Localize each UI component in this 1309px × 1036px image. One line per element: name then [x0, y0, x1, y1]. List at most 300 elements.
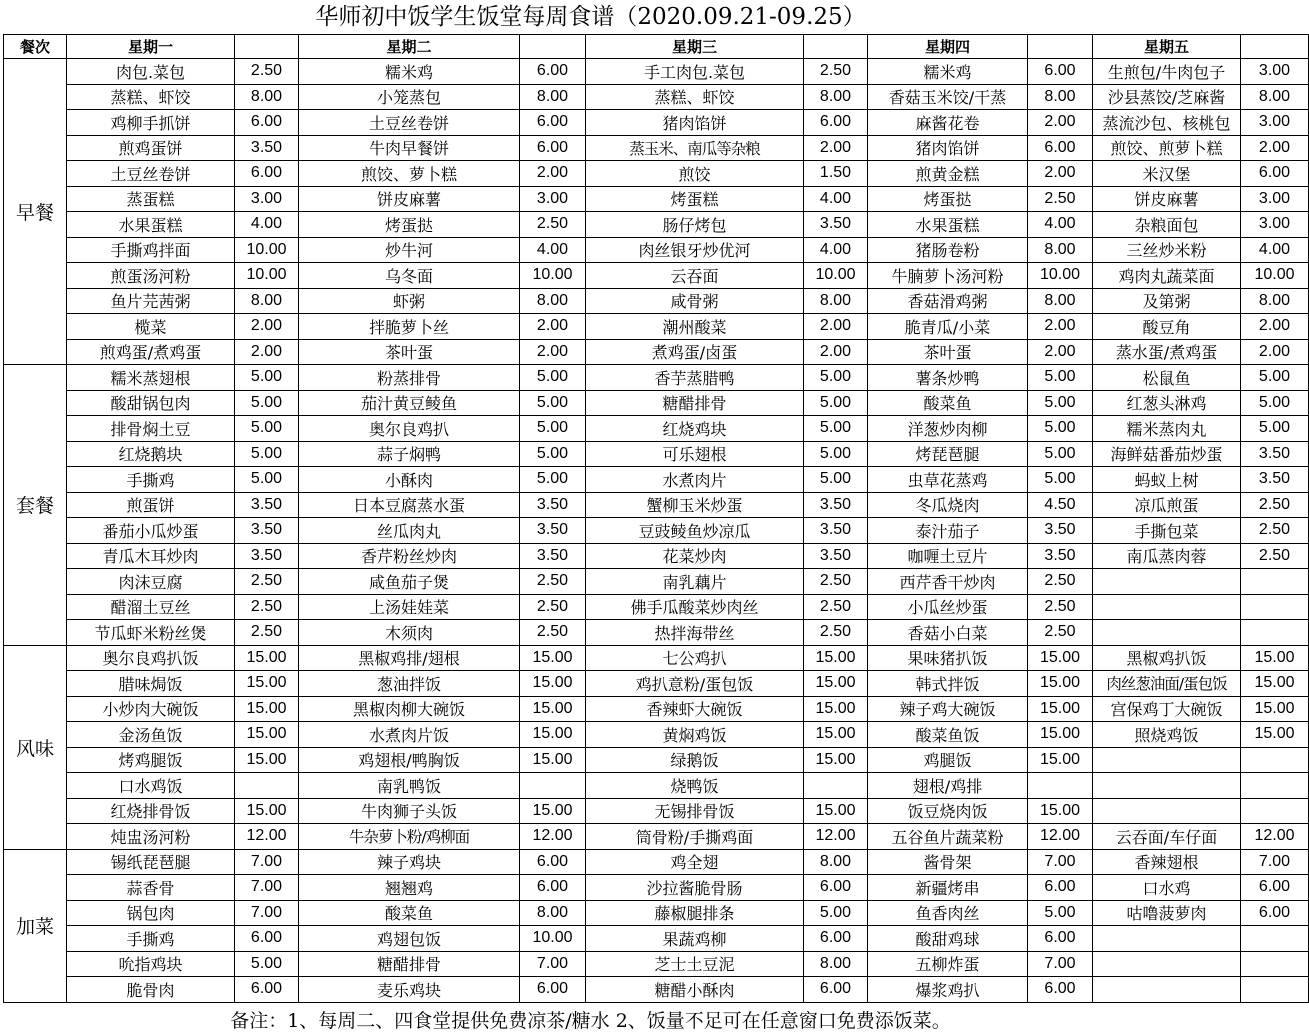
- dish-price: 15.00: [804, 696, 868, 722]
- dish-name: 香菇小白菜: [868, 620, 1028, 646]
- dish-name: 肉丝葱油面/蛋包饭: [1093, 671, 1241, 697]
- dish-price: 4.50: [1028, 492, 1093, 518]
- dish-name: 小酥肉: [299, 467, 520, 493]
- dish-name: 果蔬鸡柳: [586, 926, 804, 952]
- dish-name: 辣子鸡大碗饭: [868, 696, 1028, 722]
- dish-name: 佛手瓜酸菜炒肉丝: [586, 594, 804, 620]
- dish-price: 6.00: [520, 849, 586, 875]
- dish-price: 15.00: [804, 798, 868, 824]
- dish-name: 鱼香肉丝: [868, 900, 1028, 926]
- dish-name: 松鼠鱼: [1093, 365, 1241, 391]
- dish-name: 肉沫豆腐: [67, 569, 235, 595]
- dish-name: 五柳炸蛋: [868, 951, 1028, 977]
- dish-price: 15.00: [1028, 671, 1093, 697]
- dish-price: 15.00: [235, 696, 299, 722]
- dish-price: 2.00: [520, 314, 586, 340]
- dish-name: 香菇玉米饺/干蒸: [868, 84, 1028, 110]
- dish-price: 5.00: [235, 365, 299, 391]
- table-row: [4, 543, 1309, 569]
- dish-name: 煎饺、煎萝卜糕: [1093, 135, 1241, 161]
- dish-name: 吮指鸡块: [67, 951, 235, 977]
- table-row: [4, 518, 1309, 544]
- dish-name: [1093, 620, 1241, 646]
- dish-price: 10.00: [520, 926, 586, 952]
- dish-price: 5.00: [804, 365, 868, 391]
- dish-price: 10.00: [520, 263, 586, 289]
- table-row: [4, 977, 1309, 1003]
- dish-name: 丝瓜肉丸: [299, 518, 520, 544]
- dish-name: 锡纸琵琶腿: [67, 849, 235, 875]
- header-day-4: 星期四: [868, 35, 1028, 59]
- dish-price: 15.00: [520, 722, 586, 748]
- dish-price: 5.00: [520, 365, 586, 391]
- dish-price: 6.00: [1028, 135, 1093, 161]
- dish-price: 10.00: [235, 237, 299, 263]
- table-row: [4, 773, 1309, 799]
- dish-price: 2.50: [520, 212, 586, 238]
- dish-price: 6.00: [804, 926, 868, 952]
- dish-name: [1093, 951, 1241, 977]
- table-row: [4, 824, 1309, 850]
- dish-name: 豆豉鲮鱼炒凉瓜: [586, 518, 804, 544]
- dish-price: 2.00: [1028, 339, 1093, 365]
- dish-price: 6.00: [1241, 161, 1309, 187]
- dish-name: 煮鸡蛋/卤蛋: [586, 339, 804, 365]
- dish-name: 红烧鸡块: [586, 416, 804, 442]
- dish-name: 煎饺: [586, 161, 804, 187]
- dish-name: 糖醋排骨: [299, 951, 520, 977]
- dish-price: 15.00: [520, 798, 586, 824]
- dish-name: [1093, 594, 1241, 620]
- meal-label: 风味: [4, 645, 67, 849]
- dish-price: 8.00: [1241, 84, 1309, 110]
- meal-label: 加菜: [4, 849, 67, 1002]
- dish-price: 7.00: [520, 951, 586, 977]
- dish-name: 煎饺、萝卜糕: [299, 161, 520, 187]
- dish-price: 3.00: [1241, 186, 1309, 212]
- dish-name: 烧鸭饭: [586, 773, 804, 799]
- dish-price: 8.00: [804, 951, 868, 977]
- dish-name: 酸豆角: [1093, 314, 1241, 340]
- dish-price: 6.00: [235, 977, 299, 1003]
- dish-price: 8.00: [235, 288, 299, 314]
- dish-name: 酸菜鱼: [868, 390, 1028, 416]
- dish-price: 5.00: [804, 900, 868, 926]
- dish-price: 7.00: [235, 875, 299, 901]
- dish-price: 2.00: [1028, 110, 1093, 136]
- header-price-3: [804, 35, 868, 59]
- dish-name: 蒸玉米、南瓜等杂粮: [586, 135, 804, 161]
- table-row: [4, 594, 1309, 620]
- dish-price: 15.00: [235, 798, 299, 824]
- dish-price: 5.00: [235, 951, 299, 977]
- dish-name: 泰汁茄子: [868, 518, 1028, 544]
- header-meal: 餐次: [4, 35, 67, 59]
- dish-price: 2.00: [1028, 161, 1093, 187]
- table-row: [4, 135, 1309, 161]
- dish-name: 饼皮麻薯: [299, 186, 520, 212]
- dish-price: 8.00: [520, 900, 586, 926]
- dish-name: 奥尔良鸡扒饭: [67, 645, 235, 671]
- dish-price: [1241, 977, 1309, 1003]
- menu-table: [3, 34, 1309, 1003]
- dish-price: 6.00: [520, 135, 586, 161]
- dish-name: 鸡翅根/鸭胸饭: [299, 747, 520, 773]
- dish-price: 10.00: [804, 263, 868, 289]
- dish-price: 15.00: [235, 671, 299, 697]
- dish-name: 土豆丝卷饼: [67, 161, 235, 187]
- dish-price: 8.00: [1028, 237, 1093, 263]
- dish-price: 2.00: [1028, 314, 1093, 340]
- dish-name: 韩式拌饭: [868, 671, 1028, 697]
- dish-price: 15.00: [520, 696, 586, 722]
- dish-price: 2.50: [235, 594, 299, 620]
- dish-name: 糯米蒸翅根: [67, 365, 235, 391]
- meal-label: 套餐: [4, 365, 67, 646]
- dish-name: 洋葱炒肉柳: [868, 416, 1028, 442]
- dish-name: 爆浆鸡扒: [868, 977, 1028, 1003]
- dish-price: 12.00: [1241, 824, 1309, 850]
- dish-name: 金汤鱼饭: [67, 722, 235, 748]
- dish-name: 虫草花蒸鸡: [868, 467, 1028, 493]
- header-price-4: [1028, 35, 1093, 59]
- dish-price: 5.00: [235, 390, 299, 416]
- dish-price: [1028, 773, 1093, 799]
- dish-name: 红烧排骨饭: [67, 798, 235, 824]
- dish-name: 蒸流沙包、核桃包: [1093, 110, 1241, 136]
- page-title: 华师初中饭学生饭堂每周食谱（2020.09.21-09.25）: [315, 4, 866, 30]
- dish-name: 番茄小瓜炒蛋: [67, 518, 235, 544]
- table-row: [4, 237, 1309, 263]
- dish-price: 3.00: [1241, 59, 1309, 85]
- dish-price: 2.50: [1028, 594, 1093, 620]
- dish-name: 酸菜鱼饭: [868, 722, 1028, 748]
- dish-name: 及第粥: [1093, 288, 1241, 314]
- dish-name: 茶叶蛋: [868, 339, 1028, 365]
- dish-name: 肉丝银牙炒优河: [586, 237, 804, 263]
- dish-price: 3.50: [235, 135, 299, 161]
- table-row: [4, 798, 1309, 824]
- dish-price: 15.00: [520, 747, 586, 773]
- dish-price: 12.00: [235, 824, 299, 850]
- dish-price: 6.00: [804, 110, 868, 136]
- dish-name: 牛腩萝卜汤河粉: [868, 263, 1028, 289]
- dish-price: [804, 773, 868, 799]
- dish-price: 4.00: [1028, 212, 1093, 238]
- dish-price: 12.00: [804, 824, 868, 850]
- dish-price: 7.00: [235, 849, 299, 875]
- dish-name: 香芹粉丝炒肉: [299, 543, 520, 569]
- dish-name: 脆骨肉: [67, 977, 235, 1003]
- dish-name: 奥尔良鸡扒: [299, 416, 520, 442]
- dish-price: 5.00: [520, 390, 586, 416]
- dish-price: 8.00: [804, 288, 868, 314]
- dish-name: 蒜香骨: [67, 875, 235, 901]
- dish-name: 筒骨粉/手撕鸡面: [586, 824, 804, 850]
- dish-name: 小瓜丝炒蛋: [868, 594, 1028, 620]
- dish-price: 5.00: [1028, 900, 1093, 926]
- dish-name: 锅包肉: [67, 900, 235, 926]
- dish-name: 绿鹅饭: [586, 747, 804, 773]
- dish-price: 5.00: [1028, 441, 1093, 467]
- dish-price: 6.00: [1028, 59, 1093, 85]
- dish-name: 花菜炒肉: [586, 543, 804, 569]
- dish-price: [1241, 620, 1309, 646]
- dish-price: 8.00: [235, 84, 299, 110]
- dish-price: 3.00: [1241, 212, 1309, 238]
- dish-price: [1241, 798, 1309, 824]
- footer-note: 备注：1、每周二、四食堂提供免费凉茶/糖水 2、饭量不足可在任意窗口免费添饭菜。: [230, 1010, 951, 1032]
- dish-price: 4.00: [520, 237, 586, 263]
- dish-price: 6.00: [1028, 926, 1093, 952]
- dish-price: 8.00: [804, 84, 868, 110]
- dish-price: 3.50: [235, 518, 299, 544]
- dish-price: 15.00: [1028, 645, 1093, 671]
- dish-name: 麻酱花卷: [868, 110, 1028, 136]
- dish-price: 6.00: [804, 875, 868, 901]
- dish-name: [1093, 773, 1241, 799]
- dish-name: 糯米鸡: [868, 59, 1028, 85]
- dish-price: 6.00: [520, 59, 586, 85]
- dish-price: [1241, 569, 1309, 595]
- dish-name: 水果蛋糕: [868, 212, 1028, 238]
- dish-price: 5.00: [520, 416, 586, 442]
- dish-price: 3.50: [235, 492, 299, 518]
- dish-name: 米汉堡: [1093, 161, 1241, 187]
- dish-name: 烤琵琶腿: [868, 441, 1028, 467]
- dish-price: 2.00: [235, 339, 299, 365]
- dish-name: 粉蒸排骨: [299, 365, 520, 391]
- dish-price: 3.00: [520, 186, 586, 212]
- dish-name: 醋溜土豆丝: [67, 594, 235, 620]
- table-row: [4, 59, 1309, 85]
- dish-price: 3.50: [520, 518, 586, 544]
- dish-price: 5.00: [804, 416, 868, 442]
- dish-price: 2.50: [520, 569, 586, 595]
- table-row: [4, 186, 1309, 212]
- dish-name: 猪肉馅饼: [586, 110, 804, 136]
- header-price-5: [1241, 35, 1309, 59]
- table-row: [4, 390, 1309, 416]
- dish-price: 5.00: [1241, 390, 1309, 416]
- dish-name: 香辣翅根: [1093, 849, 1241, 875]
- dish-price: 5.00: [520, 441, 586, 467]
- dish-price: 15.00: [804, 645, 868, 671]
- dish-price: 12.00: [520, 824, 586, 850]
- dish-name: 小笼蒸包: [299, 84, 520, 110]
- dish-price: 8.00: [1028, 288, 1093, 314]
- dish-price: 2.50: [235, 569, 299, 595]
- dish-name: 南瓜蒸肉蓉: [1093, 543, 1241, 569]
- dish-name: 海鲜菇番茄炒蛋: [1093, 441, 1241, 467]
- header-price-2: [520, 35, 586, 59]
- dish-name: 糯米蒸肉丸: [1093, 416, 1241, 442]
- dish-price: 2.00: [1241, 314, 1309, 340]
- dish-price: 2.50: [1028, 186, 1093, 212]
- dish-price: 2.00: [1241, 135, 1309, 161]
- dish-name: 冬瓜烧肉: [868, 492, 1028, 518]
- dish-name: 翘翘鸡: [299, 875, 520, 901]
- dish-name: 藤椒腿排条: [586, 900, 804, 926]
- dish-name: 水煮肉片饭: [299, 722, 520, 748]
- dish-price: 3.50: [804, 543, 868, 569]
- dish-price: 3.50: [804, 212, 868, 238]
- table-row: [4, 416, 1309, 442]
- dish-price: 15.00: [1028, 747, 1093, 773]
- dish-price: 2.50: [235, 59, 299, 85]
- dish-name: 南乳藕片: [586, 569, 804, 595]
- dish-name: 杂粮面包: [1093, 212, 1241, 238]
- dish-price: 5.00: [1028, 365, 1093, 391]
- dish-price: 5.00: [804, 390, 868, 416]
- table-row: [4, 84, 1309, 110]
- dish-price: 8.00: [520, 288, 586, 314]
- dish-name: 烤蛋挞: [299, 212, 520, 238]
- table-row: [4, 747, 1309, 773]
- table-row: [4, 212, 1309, 238]
- menu-body: [4, 59, 1309, 1003]
- dish-name: 煎蛋饼: [67, 492, 235, 518]
- dish-price: 2.00: [804, 314, 868, 340]
- dish-name: 糖醋小酥肉: [586, 977, 804, 1003]
- dish-price: 2.50: [520, 594, 586, 620]
- dish-price: 15.00: [520, 645, 586, 671]
- dish-name: 鸡腿饭: [868, 747, 1028, 773]
- dish-price: 2.00: [804, 135, 868, 161]
- dish-name: 香菇滑鸡粥: [868, 288, 1028, 314]
- dish-name: 沙县蒸饺/芝麻酱: [1093, 84, 1241, 110]
- dish-price: 5.00: [804, 467, 868, 493]
- dish-price: 5.00: [1028, 390, 1093, 416]
- dish-price: 15.00: [804, 722, 868, 748]
- dish-name: 沙拉酱脆骨肠: [586, 875, 804, 901]
- dish-price: 8.00: [1028, 84, 1093, 110]
- dish-name: 炒牛河: [299, 237, 520, 263]
- dish-price: 15.00: [1241, 645, 1309, 671]
- dish-name: 葱油拌饭: [299, 671, 520, 697]
- dish-name: 新疆烤串: [868, 875, 1028, 901]
- dish-name: 肉包.菜包: [67, 59, 235, 85]
- dish-name: 猪肉馅饼: [868, 135, 1028, 161]
- dish-price: 3.50: [804, 518, 868, 544]
- dish-price: 15.00: [235, 645, 299, 671]
- dish-price: [1241, 773, 1309, 799]
- dish-name: 炖盅汤河粉: [67, 824, 235, 850]
- dish-price: 2.00: [804, 339, 868, 365]
- dish-name: 牛肉早餐饼: [299, 135, 520, 161]
- table-row: [4, 926, 1309, 952]
- table-row: [4, 110, 1309, 136]
- dish-price: 6.00: [520, 977, 586, 1003]
- dish-name: 木须肉: [299, 620, 520, 646]
- table-row: [4, 671, 1309, 697]
- dish-price: 6.00: [235, 161, 299, 187]
- dish-name: 无锡排骨饭: [586, 798, 804, 824]
- dish-name: 水果蛋糕: [67, 212, 235, 238]
- dish-name: 咕噜菠萝肉: [1093, 900, 1241, 926]
- dish-name: 乌冬面: [299, 263, 520, 289]
- dish-name: 牛肉狮子头饭: [299, 798, 520, 824]
- dish-name: 青瓜木耳炒肉: [67, 543, 235, 569]
- dish-price: 3.50: [520, 492, 586, 518]
- dish-price: 5.00: [520, 467, 586, 493]
- dish-price: 2.50: [1028, 569, 1093, 595]
- dish-name: 热拌海带丝: [586, 620, 804, 646]
- dish-name: 云吞面/车仔面: [1093, 824, 1241, 850]
- dish-price: 2.00: [520, 339, 586, 365]
- dish-name: 酱骨架: [868, 849, 1028, 875]
- dish-price: 2.50: [1241, 543, 1309, 569]
- dish-name: 凉瓜煎蛋: [1093, 492, 1241, 518]
- dish-name: 芝士土豆泥: [586, 951, 804, 977]
- dish-name: 果味猪扒饭: [868, 645, 1028, 671]
- dish-name: 翅根/鸡排: [868, 773, 1028, 799]
- dish-name: [1093, 977, 1241, 1003]
- dish-name: 鸡柳手抓饼: [67, 110, 235, 136]
- dish-price: [520, 773, 586, 799]
- dish-name: 煎蛋汤河粉: [67, 263, 235, 289]
- table-row: [4, 467, 1309, 493]
- dish-name: 排骨焖土豆: [67, 416, 235, 442]
- dish-price: 2.50: [804, 594, 868, 620]
- dish-name: 云吞面: [586, 263, 804, 289]
- dish-price: 15.00: [235, 747, 299, 773]
- dish-name: 烤蛋糕: [586, 186, 804, 212]
- dish-name: 烤蛋挞: [868, 186, 1028, 212]
- dish-price: 2.00: [520, 161, 586, 187]
- header-price-1: [235, 35, 299, 59]
- dish-price: 4.00: [804, 186, 868, 212]
- dish-price: 15.00: [1241, 722, 1309, 748]
- table-row: [4, 263, 1309, 289]
- dish-name: 薯条炒鸭: [868, 365, 1028, 391]
- dish-price: 7.00: [1028, 849, 1093, 875]
- dish-name: 手撕包菜: [1093, 518, 1241, 544]
- dish-price: 6.00: [1241, 900, 1309, 926]
- dish-name: 蟹柳玉米炒蛋: [586, 492, 804, 518]
- table-row: [4, 722, 1309, 748]
- table-row: [4, 696, 1309, 722]
- dish-price: 3.50: [1028, 518, 1093, 544]
- dish-price: 5.00: [804, 441, 868, 467]
- dish-name: 节瓜虾米粉丝煲: [67, 620, 235, 646]
- dish-price: 15.00: [1028, 798, 1093, 824]
- dish-name: 三丝炒米粉: [1093, 237, 1241, 263]
- dish-price: 15.00: [1028, 696, 1093, 722]
- table-row: [4, 314, 1309, 340]
- table-row: [4, 875, 1309, 901]
- dish-price: 5.00: [1241, 416, 1309, 442]
- dish-price: 5.00: [1241, 365, 1309, 391]
- header-row: [4, 35, 1309, 59]
- dish-price: 10.00: [1028, 263, 1093, 289]
- dish-name: 黑椒鸡扒饭: [1093, 645, 1241, 671]
- dish-price: 8.00: [1241, 288, 1309, 314]
- dish-price: [1241, 594, 1309, 620]
- dish-name: 辣子鸡块: [299, 849, 520, 875]
- dish-name: [1093, 569, 1241, 595]
- dish-price: 15.00: [804, 747, 868, 773]
- dish-name: 煎鸡蛋/煮鸡蛋: [67, 339, 235, 365]
- dish-name: 蒸糕、虾饺: [67, 84, 235, 110]
- table-row: [4, 849, 1309, 875]
- dish-name: 脆青瓜/小菜: [868, 314, 1028, 340]
- dish-name: 黄焖鸡饭: [586, 722, 804, 748]
- table-row: [4, 645, 1309, 671]
- dish-name: 饼皮麻薯: [1093, 186, 1241, 212]
- dish-name: 煎黄金糕: [868, 161, 1028, 187]
- dish-name: 饭豆烧肉饭: [868, 798, 1028, 824]
